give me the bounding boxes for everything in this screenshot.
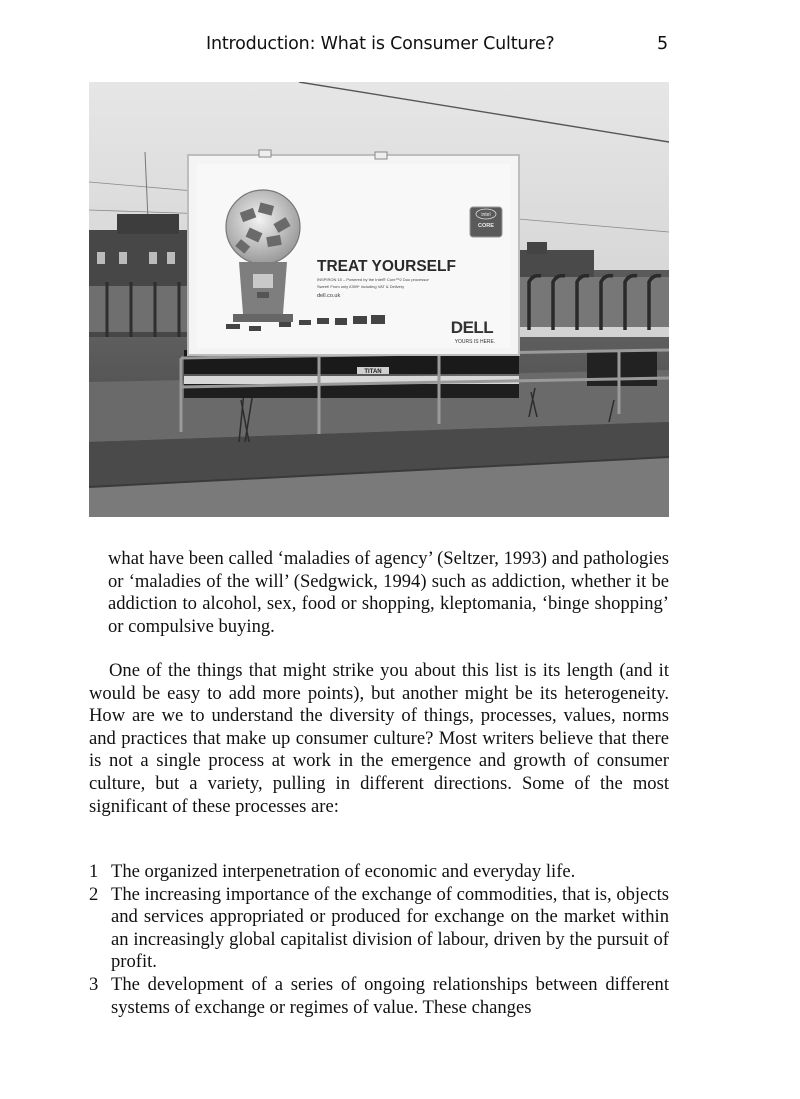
intel-badge-mid: CORE xyxy=(478,223,494,229)
list-item-text: The increasing importance of the exchange of commodities, that is, objects and services appropriated or produced for exchange on the market within an increasingly global capitalist division of labour, driven by the pursuit of profit. xyxy=(111,883,669,973)
running-head-title: Introduction: What is Consumer Culture? xyxy=(206,34,555,54)
intel-badge-top: intel xyxy=(481,212,491,218)
body-paragraph xyxy=(89,660,669,818)
list-item xyxy=(89,884,669,974)
billboard-price-line: Sweet! From only £399* including VAT & Delivery xyxy=(317,284,405,289)
billboard-photo xyxy=(89,82,669,517)
billboard-tagline: YOURS IS HERE. xyxy=(454,339,496,345)
list-item xyxy=(89,861,669,884)
frame-label: TITAN xyxy=(364,369,382,375)
list-item-text: The development of a series of ongoing relationships between different systems of exchange or regimes of value. These changes xyxy=(111,973,669,1018)
list-item-number: 3 xyxy=(89,973,99,995)
page-number: 5 xyxy=(657,34,668,54)
quote-continuation xyxy=(108,548,669,638)
list-item-text: The organized interpenetration of economic and everyday life. xyxy=(111,861,576,882)
billboard-brand: DELL xyxy=(450,318,494,337)
list-item-number: 1 xyxy=(89,861,99,882)
billboard-url: dell.co.uk xyxy=(317,293,341,299)
intel-badge-icon xyxy=(470,207,502,237)
quote-continuation-text: what have been called ‘maladies of agency’ (Seltzer, 1993) and pathologies or ‘maladies of the will’ (Sedgwick, 1994) such as addiction, whether it be addiction to alcohol, sex, food or shopping, kleptomania, ‘binge shopping’ or compulsive buying. xyxy=(108,548,669,637)
billboard-product-line: INSPIRON 15 – Powered by the Intel® Core™2 Duo processor xyxy=(317,277,429,282)
billboard-headline: TREAT YOURSELF xyxy=(317,258,456,275)
list-item xyxy=(89,974,669,1019)
process-list xyxy=(89,861,669,1019)
running-head xyxy=(0,34,800,60)
list-item-number: 2 xyxy=(89,883,99,905)
body-paragraph-text: One of the things that might strike you about this list is its length (and it would be easy to add more points), but another might be its heterogeneity. How are we to understand the diversity of things, processes, values, norms and practices that make up consumer culture? Most writers believe that there is not a single process at work in the emergence and growth of consumer culture, but a variety, pulling in different directions. Some of the most significant of these processes are: xyxy=(89,660,669,817)
